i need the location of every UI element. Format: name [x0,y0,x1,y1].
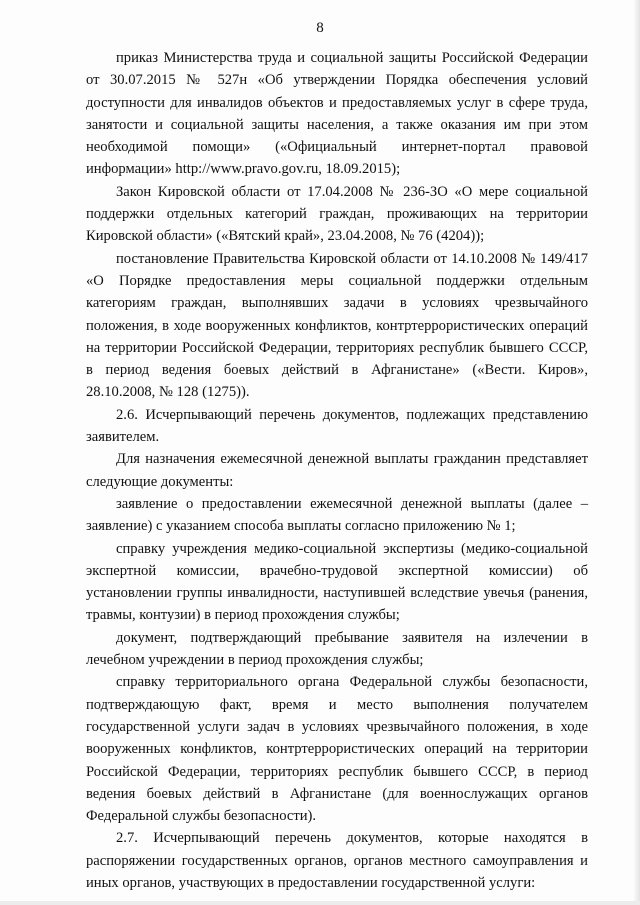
paragraph-section-2-6: 2.6. Исчерпывающий перечень документов, подлежащих представлению заявителем. [86,406,588,446]
paragraph-treatment-document: документ, подтверждающий пребывание заявителя на излечении в лечебном учреждении в период прохождения службы; [86,629,588,669]
paragraph-fsb-certificate: справку территориального органа Федеральной службы безопасности, подтверждающую факт, время и место выполнения получателем государственной услуги задач в условиях чрезвычайного положения, в ходе вооруженных конфликтов, контртеррористических операций на территории Российской Федерации, территориях республик бывшего СССР, в период ведения боевых действий в Афганистане (для военнослужащих органов Федеральной службы безопасности). [86,674,588,825]
scan-edge-right [634,0,640,905]
scan-edge-bottom [0,901,640,905]
paragraph-application: заявление о предоставлении ежемесячной денежной выплаты (далее – заявление) с указанием способа выплаты согласно приложению № 1; [86,495,588,535]
paragraph-order-527n: приказ Министерства труда и социальной защиты Российской Федерации от 30.07.2015 № 527н «Об утверждении Порядка обеспечения условий доступности для инвалидов объектов и предоставляемых услуг в сфере труда, занятости и социальной защиты населения, а также оказания им при этом необходимой помощи» («Официальный интернет-портал правовой информации» http://www.pravo.gov.ru, 18.09.2015); [86,50,588,178]
paragraph-section-2-7: 2.7. Исчерпывающий перечень документов, которые находятся в распоряжении государственных органов, органов местного самоуправления и иных органов, участвующих в предоставлении государственной услуги: [86,830,588,891]
paragraph-mse-certificate: справку учреждения медико-социальной экспертизы (медико-социальной экспертной комиссии, врачебно-трудовой экспертной комиссии) об установлении группы инвалидности, наступившей вследствие увечья (ранения, травмы, контузии) в период прохождения службы; [86,540,588,624]
paragraph-law-236-zo: Закон Кировской области от 17.04.2008 № 236-ЗО «О мере социальной поддержки отдельных категорий граждан, проживающих на территории Кировской области» («Вятский край», 23.04.2008, № 76 (4204)); [86,183,588,245]
document-body [86,47,588,894]
page-number: 8 [316,20,324,36]
paragraph-resolution-149-417: постановление Правительства Кировской области от 14.10.2008 № 149/417 «О Порядке предоставления меры социальной поддержки отдельным категориям граждан, выполнявших задачи в условиях чрезвычайного положения, в ходе вооруженных конфликтов, контртеррористических операций на территории Российской Федерации, территориях республик бывшего СССР, в период ведения боевых действий в Афганистане» («Вести. Киров», 28.10.2008, № 128 (1275)). [86,250,588,401]
paragraph-documents-intro: Для назначения ежемесячной денежной выплаты гражданин представляет следующие документы: [86,451,588,490]
